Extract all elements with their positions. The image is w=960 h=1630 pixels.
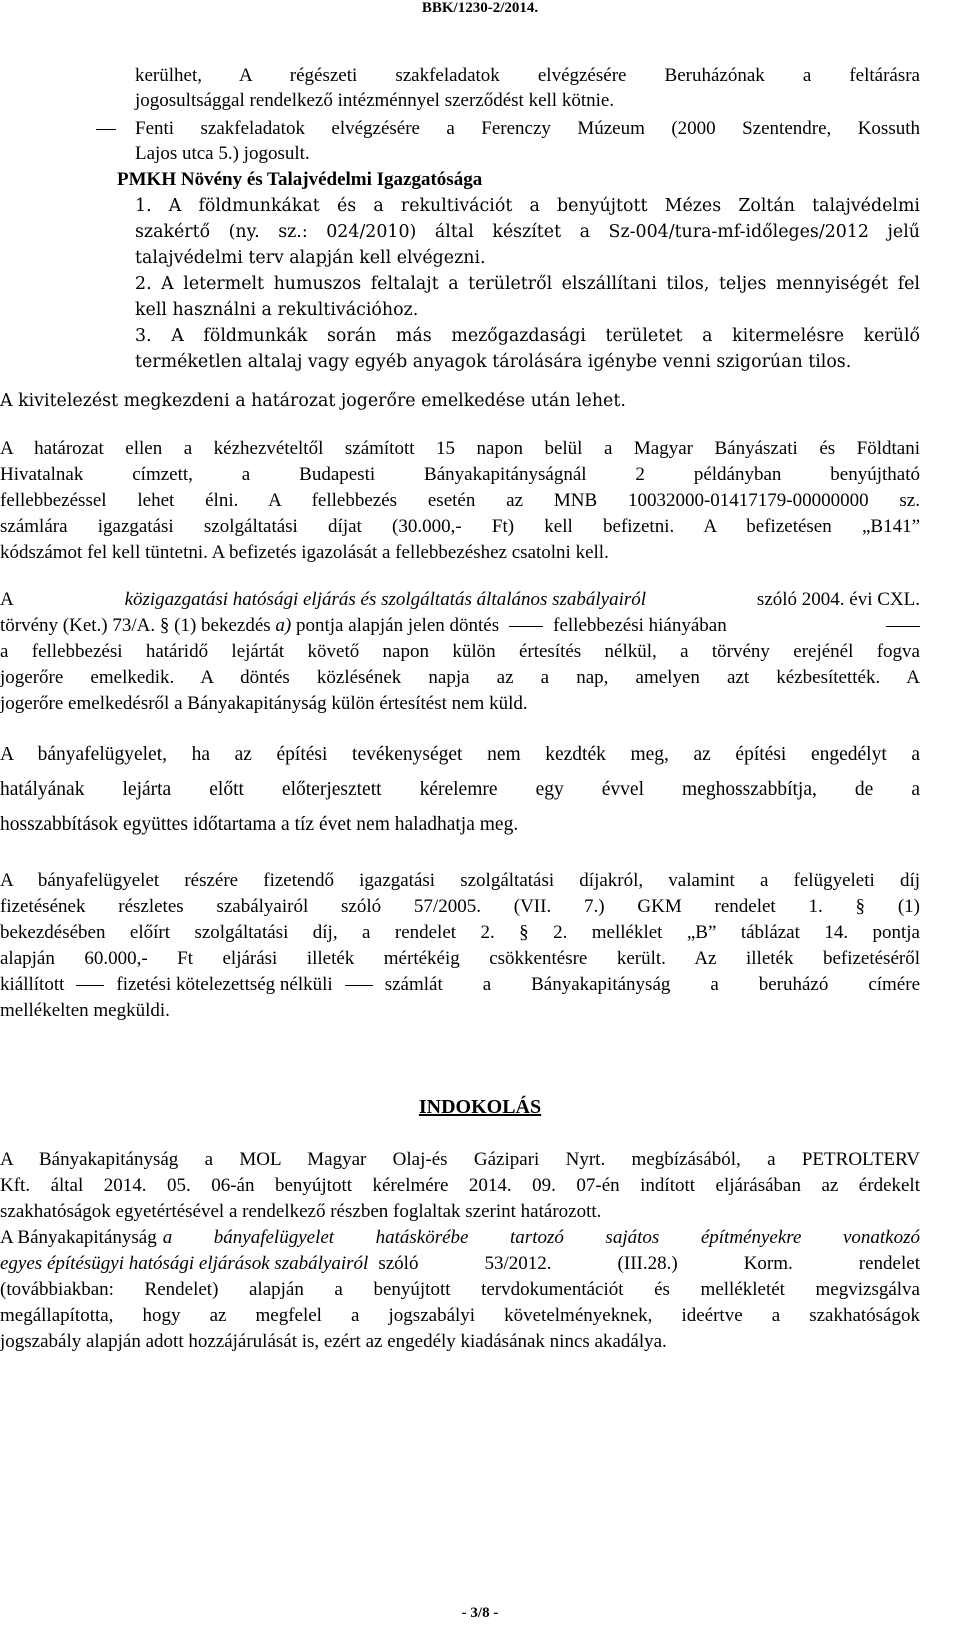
paragraph-line: fizetésének részletes szabályairól szóló 57/2005. (VII. 7.) GKM rendelet 1. § (1) [0,896,920,917]
paragraph-line: (továbbiakban: Rendelet) alapján a benyújtott tervdokumentációt és mellékletét megvizsgálva [0,1279,920,1300]
italic-law-title: a bányafelügyelet hatáskörébe tartozó sajátos építményekre vonatkozó [162,1227,920,1248]
paragraph-line: A határozat ellen a kézhezvételtől számított 15 napon belül a Magyar Bányászati és Földtani [0,438,920,459]
paragraph-line [0,614,920,638]
dash-bullet [96,129,116,130]
italic-law-title: egyes építésügyi hatósági eljárások szabályairól [0,1253,369,1274]
text: számlát a Bányakapitányság a beruházó címére [384,974,920,995]
list-item: terméketlen altalaj vagy egyéb anyagok tárolására igénybe venni szigorúan tilos. [135,352,852,372]
paragraph-line: szakhatóságok egyetértésével a rendelkező részben foglaltak szerint határozott. [0,1201,602,1222]
paragraph-line [0,973,920,997]
text-line: Fenti szakfeladatok elvégzésére a Ferenczy Múzeum (2000 Szentendre, Kossuth [135,118,920,139]
paragraph-line: Kft. által 2014. 05. 06-án benyújtott kérelmére 2014. 09. 07-én indított eljárásában az érdekelt [0,1175,920,1196]
text: szóló 53/2012. (III.28.) Korm. rendelet [378,1253,920,1274]
text: A Bányakapitányság [0,1227,157,1248]
section-sign: § [159,615,170,636]
list-item: 3. A földmunkák során más mezőgazdasági területet a kitermelésre kerülő [135,326,920,346]
list-item: kell használni a rekultivációhoz. [135,300,419,320]
paragraph-line: jogerőre emelkedik. A döntés közlésének napja az a nap, amelyen azt kézbesítették. A [0,667,920,688]
paragraph-line: alapján 60.000,- Ft eljárási illeték mértékéig csökkentésre került. Az illeték befizetéséről [0,948,920,969]
paragraph-line: Hivatalnak címzett, a Budapesti Bányakapitányságnál 2 példányban benyújtható [0,464,920,485]
paragraph-line: kódszámot fel kell tüntetni. A befizetés igazolását a fellebbezéshez csatolni kell. [0,542,609,563]
paragraph-line: jogerőre emelkedésről a Bányakapitányság külön értesítést nem küld. [0,693,528,714]
text-line: jogosultsággal rendelkező intézménnyel szerződést kell kötnie. [135,90,615,111]
dash [509,626,543,627]
paragraph-line: megállapította, hogy az megfelel a jogszabályi követelményeknek, ideértve a szakhatóságok [0,1305,920,1326]
paragraph-line [0,1252,920,1276]
text-line: kerülhet, A régészeti szakfeladatok elvégzésére Beruházónak a feltárásra [135,65,920,86]
list-item: 1. A földmunkákat és a rekultivációt a benyújtott Mézes Zoltán talajvédelmi [135,196,920,216]
paragraph-line: A bányafelügyelet, ha az építési tevékenységet nem kezdték meg, az építési engedélyt a [0,744,920,765]
list-item: szakértő (ny. sz.: 024/2010) által készítet a Sz-004/tura-mf-időleges/2012 jelű [135,222,920,242]
text: fizetési kötelezettség nélküli [116,974,333,995]
text-line: Lajos utca 5.) jogosult. [135,143,310,164]
italic-law-title: közigazgatási hatósági eljárás és szolgáltatás általános szabályairól [124,589,647,610]
section-title: INDOKOLÁS [418,1096,542,1118]
list-item: 2. A letermelt humuszos feltalajt a területről elszállítani tilos, teljes mennyiségét fel [135,274,920,294]
dash [886,626,920,627]
section-heading: PMKH Növény és Talajvédelmi Igazgatósága [117,169,483,190]
paragraph-line: hatályának lejárta előtt előterjesztett kérelemre egy évvel meghosszabbítja, de a [0,779,920,800]
paragraph-line [0,1226,920,1250]
text: A [0,589,14,610]
text: szóló 2004. évi CXL. [756,589,920,610]
text: fellebbezési hiányában [553,615,727,636]
paragraph-line: jogszabály alapján adott hozzájárulását is, ezért az engedély kiadásának nincs akadálya. [0,1331,667,1352]
italic-point: a) [275,615,292,636]
paragraph-line [0,588,920,612]
paragraph-line: hosszabbítások együttes időtartama a tíz évet nem haladhatja meg. [0,814,519,835]
paragraph-line: A bányafelügyelet részére fizetendő igazgatási szolgáltatási díjakról, valamint a felügyeleti díj [0,870,920,891]
text: (1) bekezdés [174,615,271,636]
text: kiállított [0,974,65,995]
text: törvény (Ket.) 73/A. [0,615,156,636]
dash [345,985,373,986]
paragraph-line: A Bányakapitányság a MOL Magyar Olaj-és Gázipari Nyrt. megbízásából, a PETROLTERV [0,1149,920,1170]
paragraph-line: fellebbezéssel lehet élni. A fellebbezés esetén az MNB 10032000-01417179-00000000 sz. [0,490,920,511]
paragraph-line: bekezdésében előírt szolgáltatási díj, a rendelet 2. § 2. melléklet „B” táblázat 14. pontja [0,922,920,943]
dash [76,985,104,986]
paragraph-line: a fellebbezési határidő lejártát követő napon külön értesítés nélkül, a törvény erejénél fogva [0,641,920,662]
text: pontja alapján jelen döntés [296,615,500,636]
document-reference: BBK/1230-2/2014. [421,0,539,16]
page-number: - 3/8 - [461,1605,499,1621]
paragraph-line: számlára igazgatási szolgáltatási díjat (30.000,- Ft) kell befizetni. A befizetésen „B141” [0,516,920,537]
paragraph-line: A kivitelezést megkezdeni a határozat jogerőre emelkedése után lehet. [0,391,626,411]
list-item: talajvédelmi terv alapján kell elvégezni. [135,248,486,268]
paragraph-line: mellékelten megküldi. [0,1000,170,1021]
